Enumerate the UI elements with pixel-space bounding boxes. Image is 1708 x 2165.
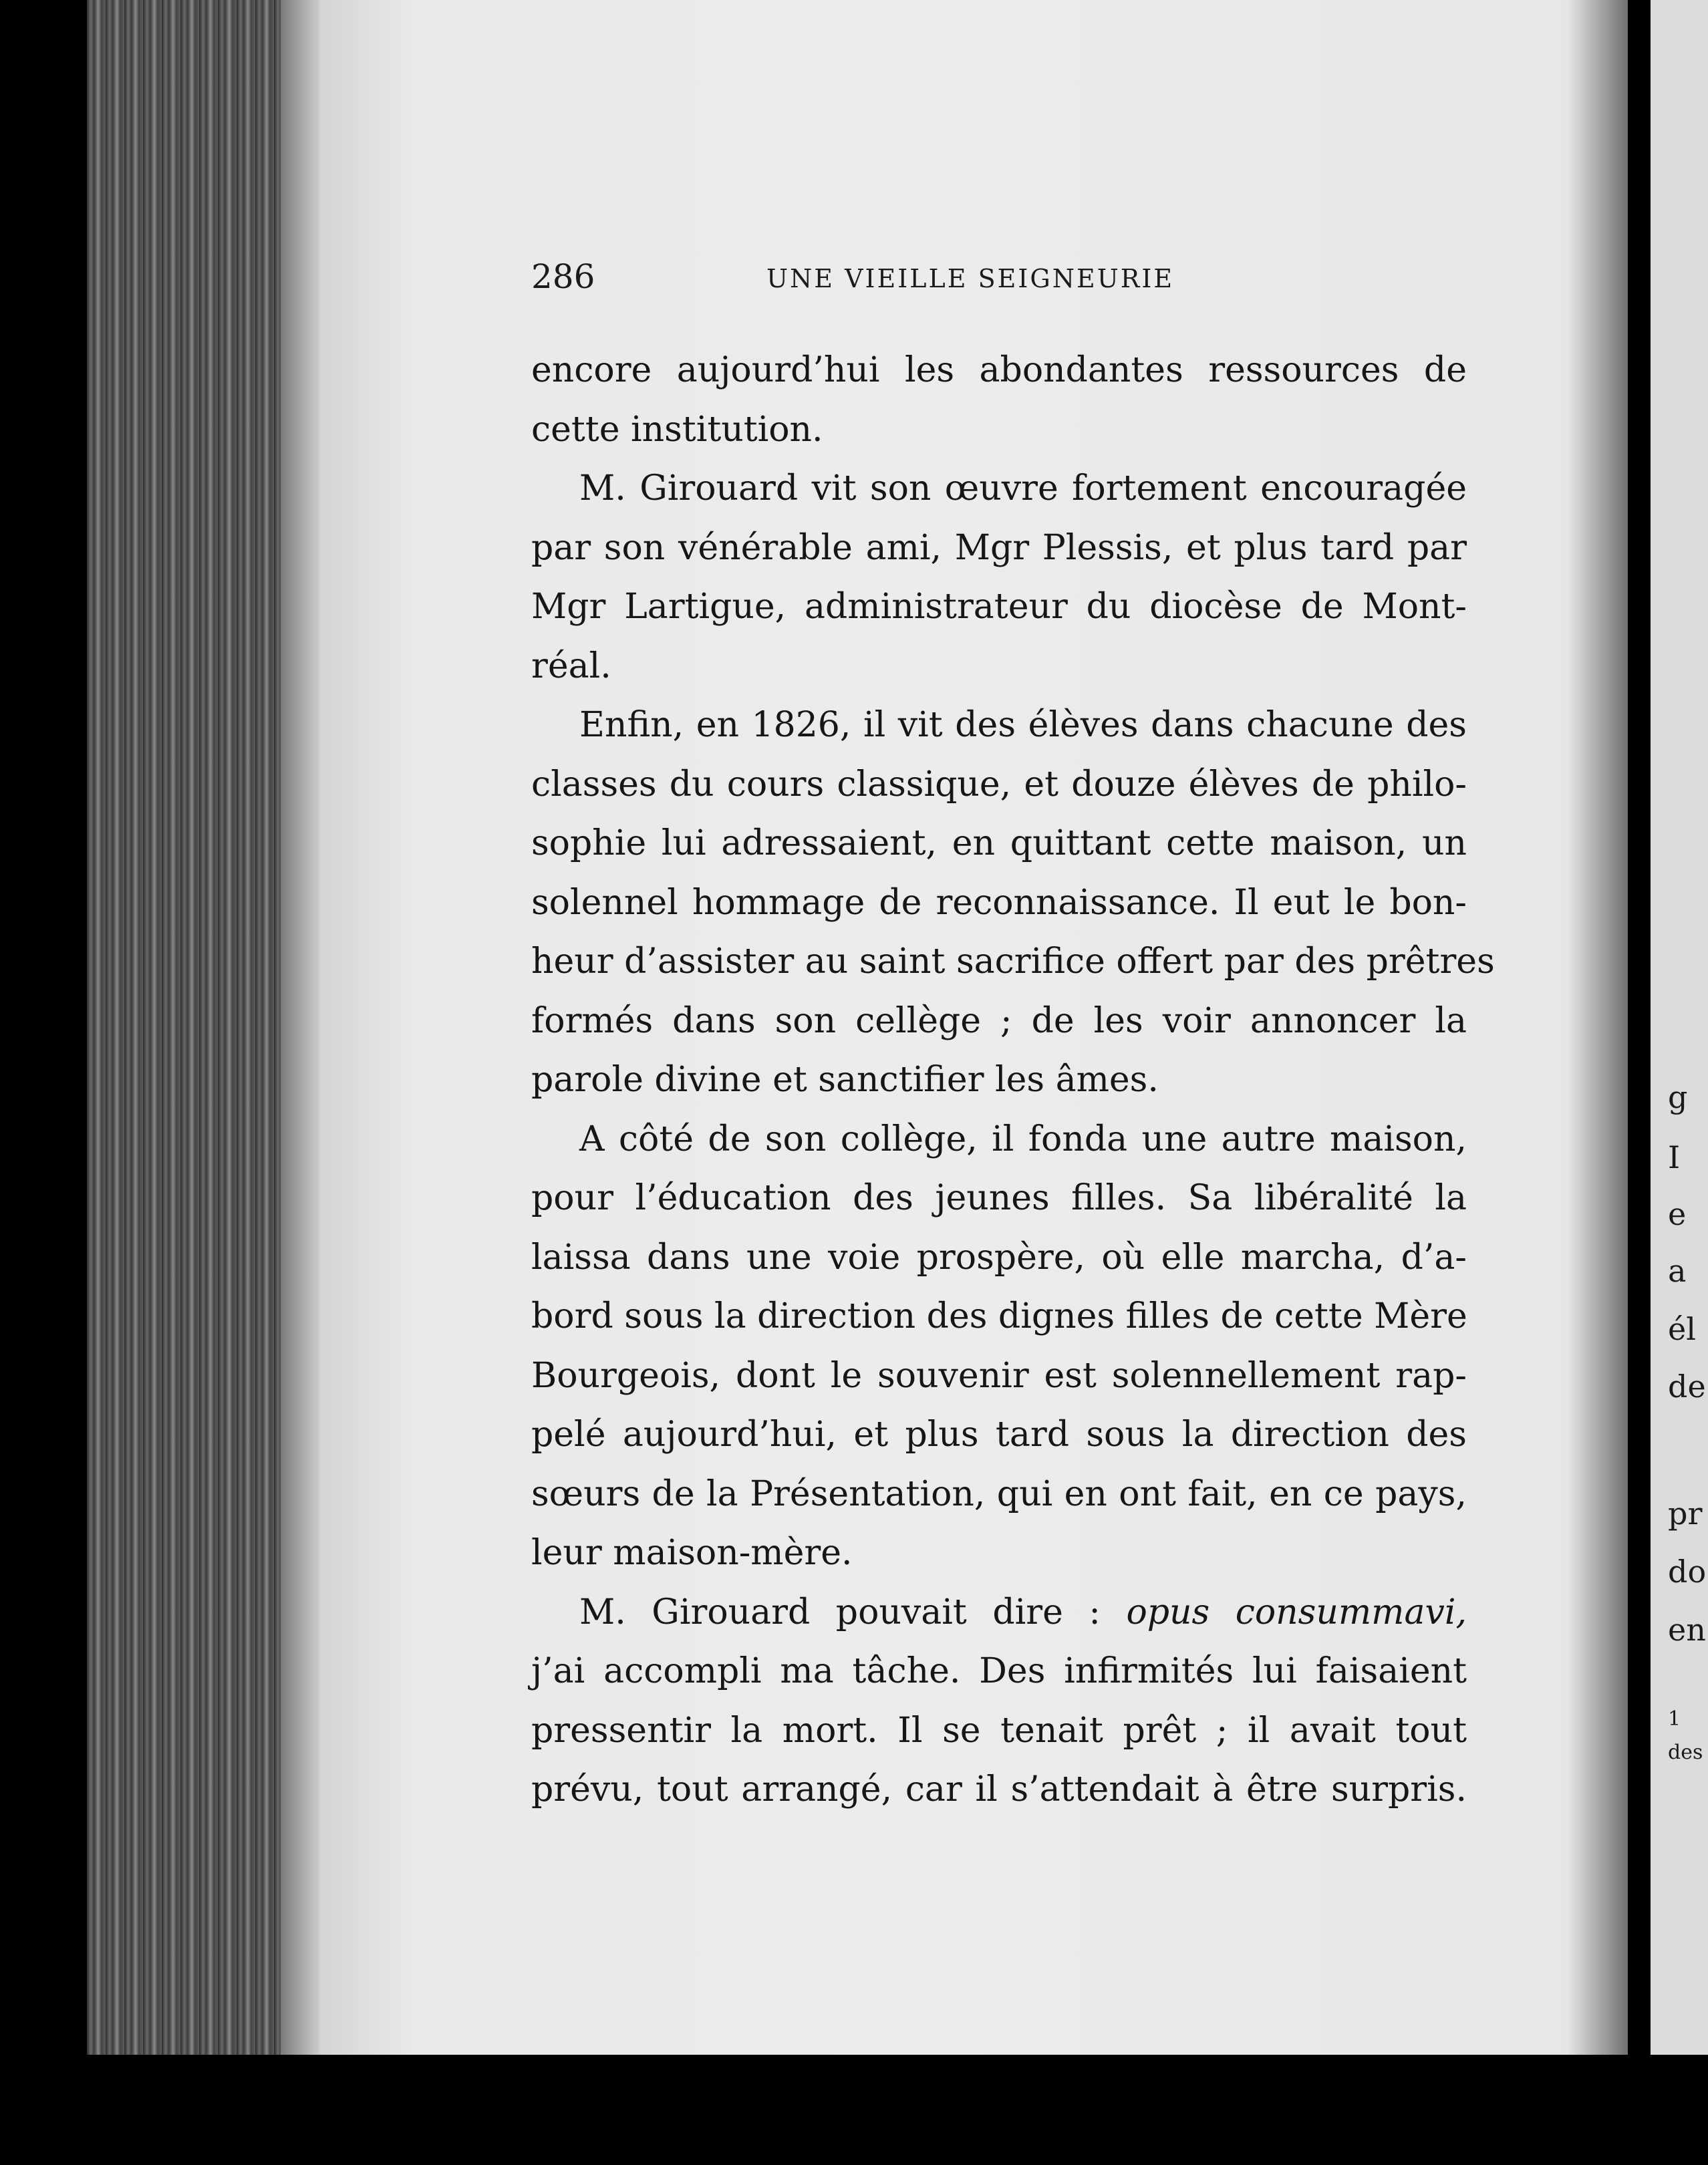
text-segment: M. Girouard pouvait dire : [579,1592,1101,1632]
adjacent-fragment: 1 [1668,1707,1681,1731]
text-line: j’ai accompli ma tâche. Des infirmités lui faisaient [531,1651,1467,1691]
text-line: par son vénérable ami, Mgr Plessis, et plus tard par [531,527,1467,568]
text-line: A côté de son collège, il fonda une autre maison, [579,1119,1467,1159]
adjacent-fragment: g [1668,1079,1688,1115]
text-line: réal. [531,645,611,686]
text-line: cette institution. [531,409,823,450]
latin-quote: opus consummavi, [1126,1592,1467,1632]
text-line: solennel hommage de reconnaissance. Il eut le bon- [531,882,1467,923]
text-line: sœurs de la Présentation, qui en ont fait, en ce pays, [531,1473,1467,1514]
text-line: Mgr Lartigue, administrateur du diocèse de Mont- [531,587,1467,627]
text-line: Bourgeois, dont le souvenir est solennellement rap- [531,1355,1467,1396]
adjacent-fragment: a [1668,1253,1687,1289]
book-page-edges [87,0,314,2055]
body-text [531,341,1495,1820]
text-line: M. Girouard vit son œuvre fortement encouragée [579,468,1467,509]
adjacent-fragment: en [1668,1612,1706,1648]
running-title: UNE VIEILLE SEIGNEURIE [766,264,1175,293]
adjacent-fragment: do [1668,1554,1707,1590]
text-line: prévu, tout arrangé, car il s’attendait à être surpris. [531,1769,1467,1810]
adjacent-fragment: e [1668,1196,1687,1232]
text-line: classes du cours classique, et douze élèves de philo- [531,764,1467,805]
text-line: bord sous la direction des dignes filles de cette Mère [531,1296,1467,1336]
adjacent-fragment: des [1668,1741,1703,1764]
text-line: heur d’assister au saint sacrifice offert par des prêtres [531,942,1495,982]
gutter-shadow [1567,0,1651,2055]
text-line-mixed [531,1583,1467,1642]
page-number: 286 [531,257,595,296]
text-line: Enfin, en 1826, il vit des élèves dans chacune des [579,705,1467,745]
adjacent-fragment: pr [1668,1495,1703,1532]
text-line: parole divine et sanctifier les âmes. [531,1060,1159,1100]
text-line: pour l’éducation des jeunes filles. Sa libéralité la [531,1178,1467,1218]
adjacent-page [1651,0,1708,2055]
adjacent-fragment: de [1668,1368,1706,1405]
adjacent-fragment: él [1668,1311,1696,1347]
text-line: leur maison-mère. [531,1533,853,1573]
adjacent-fragment: I [1668,1139,1681,1175]
text-line: pressentir la mort. Il se tenait prêt ; il avait tout [531,1710,1467,1751]
text-line: laissa dans une voie prospère, où elle marcha, d’a- [531,1237,1467,1278]
text-line: encore aujourd’hui les abondantes ressources de [531,350,1467,390]
running-header [531,257,1226,297]
text-line: formés dans son cellège ; de les voir annoncer la [531,1000,1467,1041]
text-line: sophie lui adressaient, en quittant cette maison, un [531,823,1467,863]
text-line: pelé aujourd’hui, et plus tard sous la direction des [531,1415,1467,1455]
page-edge-highlight [281,0,321,2055]
